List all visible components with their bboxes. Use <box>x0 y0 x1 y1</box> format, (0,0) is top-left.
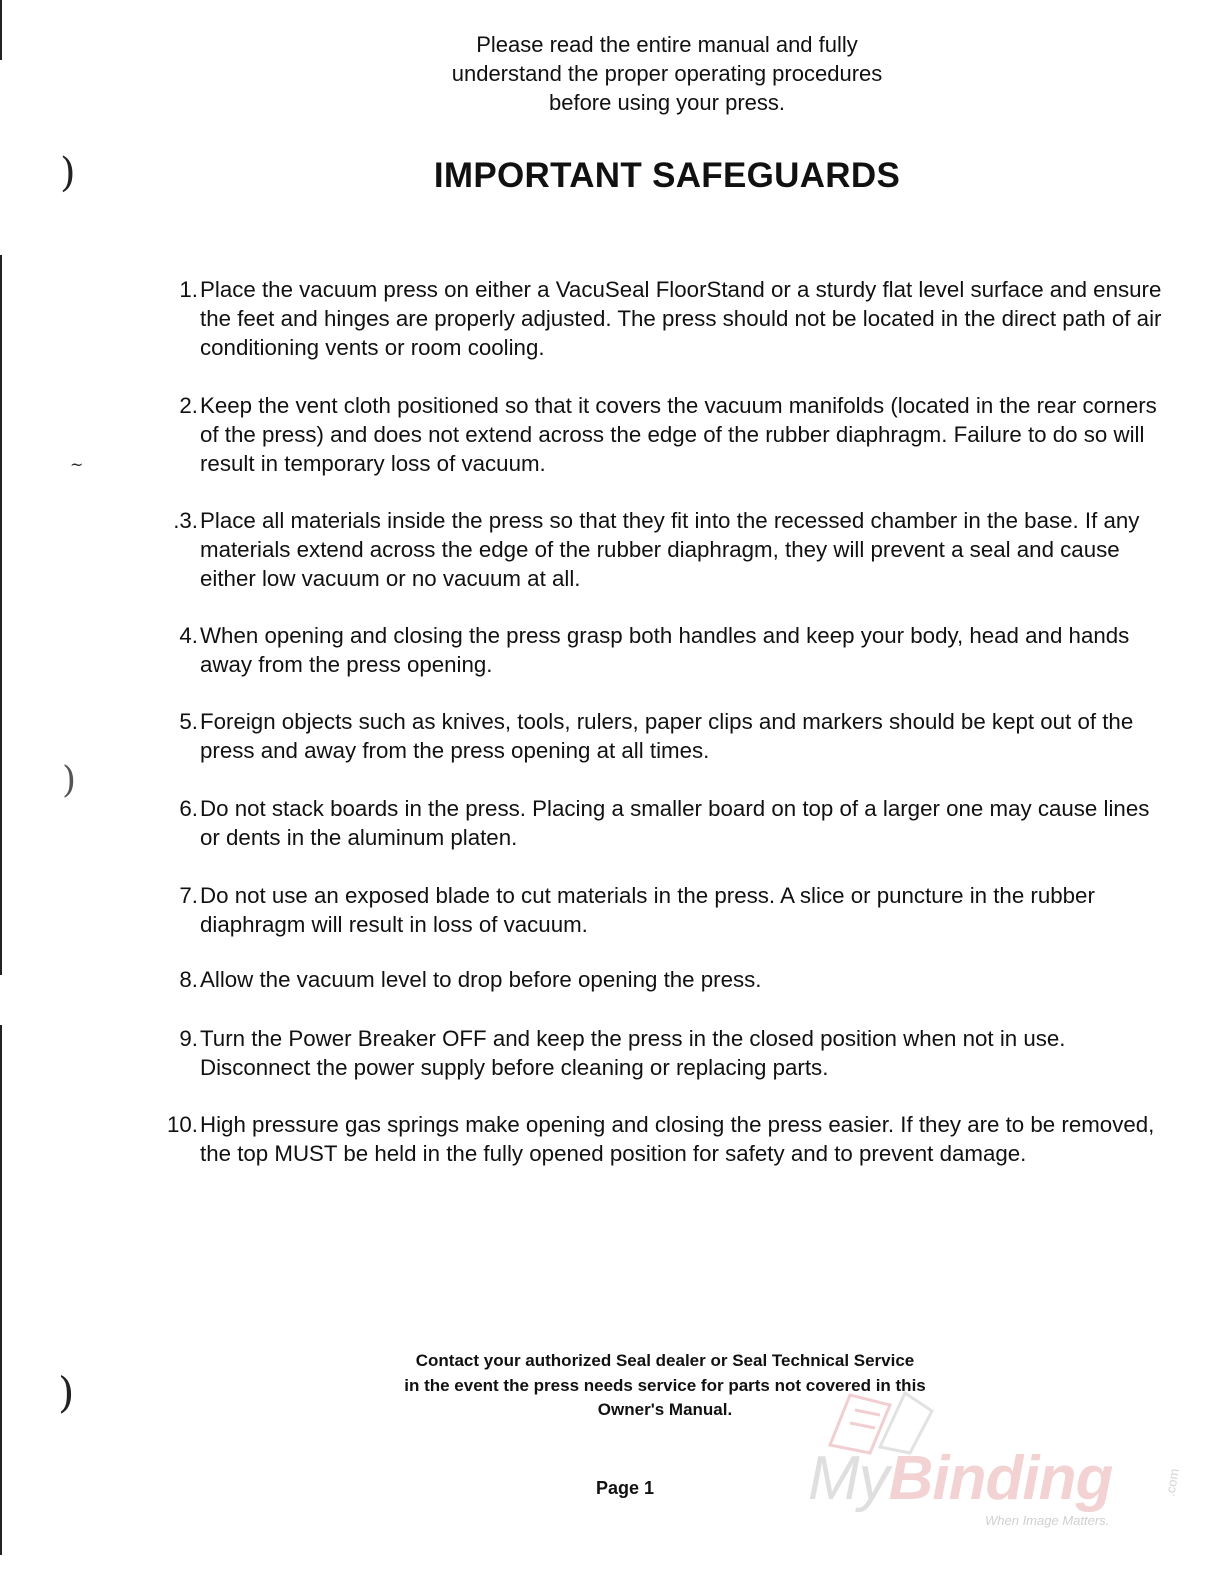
item-number: 7. <box>179 883 198 908</box>
scan-edge-line <box>0 255 2 975</box>
item-text: Allow the vacuum level to drop before opening the press. <box>200 967 762 992</box>
item-text: High pressure gas springs make opening and closing the press easier. If they are to be removed, the top MUST be held in the fully opened position for safety and to prevent damage. <box>200 1112 1155 1166</box>
safeguard-item <box>158 1024 1168 1082</box>
item-text: Place all materials inside the press so that they fit into the recessed chamber in the base. If any materials extend across the edge of the rubber diaphragm, they will prevent a seal and cause either low vacuum or no vacuum at all. <box>200 508 1140 591</box>
mybinding-watermark <box>800 1385 1190 1535</box>
hole-punch-mark: ) <box>58 1368 75 1417</box>
item-number: .3. <box>173 508 198 533</box>
hole-punch-mark: ) <box>62 760 77 801</box>
contact-line: Contact your authorized Seal dealer or Seal Technical Service <box>415 1351 915 1370</box>
intro-line: before using your press. <box>548 90 786 115</box>
scan-edge-line <box>0 1025 2 1555</box>
intro-note <box>0 30 1222 117</box>
watermark-brand <box>808 1443 1112 1514</box>
item-text: Do not use an exposed blade to cut materials in the press. A slice or puncture in the rubber diaphragm will result in loss of vacuum. <box>200 883 1095 937</box>
item-number: 5. <box>179 709 198 734</box>
item-number: 8. <box>179 967 198 992</box>
page-number: Page 1 <box>595 1478 655 1498</box>
item-number: 1. <box>179 277 198 302</box>
safeguard-item <box>158 707 1168 765</box>
safeguard-item <box>158 275 1168 362</box>
safeguard-item <box>158 621 1168 679</box>
item-text: Do not stack boards in the press. Placing a smaller board on top of a larger one may cause lines or dents in the aluminum platen. <box>200 796 1150 850</box>
safeguard-item <box>158 1110 1168 1168</box>
hole-punch-mark: ) <box>60 150 76 196</box>
intro-line: understand the proper operating procedures <box>451 61 883 86</box>
contact-line: in the event the press needs service for parts not covered in this <box>404 1375 926 1395</box>
safeguard-item <box>158 794 1168 852</box>
item-number: 4. <box>179 623 198 648</box>
contact-line: Owner's Manual. <box>597 1400 733 1419</box>
item-text: Place the vacuum press on either a VacuSeal FloorStand or a sturdy flat level surface and ensure the feet and hinges are properly adjusted. The press should not be located in the direct path of air conditioning vents or room cooling. <box>200 277 1162 360</box>
item-number: 2. <box>179 393 198 418</box>
item-text: Foreign objects such as knives, tools, rulers, paper clips and markers should be kept out of the press and away from the press opening at all times. <box>200 709 1134 763</box>
page-title: IMPORTANT SAFEGUARDS <box>433 156 901 195</box>
scan-speck: ~ <box>70 455 84 474</box>
safeguard-item <box>158 506 1168 593</box>
watermark-tagline: When Image Matters. <box>985 1513 1110 1528</box>
item-text: Keep the vent cloth positioned so that it covers the vacuum manifolds (located in the rear corners of the press) and does not extend across the edge of the rubber diaphragm. Failure to do so will result in temporary loss of vacuum. <box>200 393 1157 476</box>
safeguard-item <box>158 881 1168 939</box>
item-number: 9. <box>179 1026 198 1051</box>
intro-line: Please read the entire manual and fully <box>476 32 858 57</box>
item-text: Turn the Power Breaker OFF and keep the press in the closed position when not in use. Disconnect the power supply before cleaning or replacing parts. <box>200 1026 1066 1080</box>
item-number: 6. <box>179 796 198 821</box>
safeguard-item <box>158 965 1168 994</box>
item-number: 10. <box>167 1112 198 1137</box>
watermark-suffix: .com <box>1162 1467 1182 1498</box>
item-text: When opening and closing the press grasp both handles and keep your body, head and hands away from the press opening. <box>200 623 1130 677</box>
watermark-brand-part1: My <box>808 1444 889 1513</box>
safeguard-item <box>158 391 1168 478</box>
watermark-brand-part2: Binding <box>888 1444 1113 1513</box>
